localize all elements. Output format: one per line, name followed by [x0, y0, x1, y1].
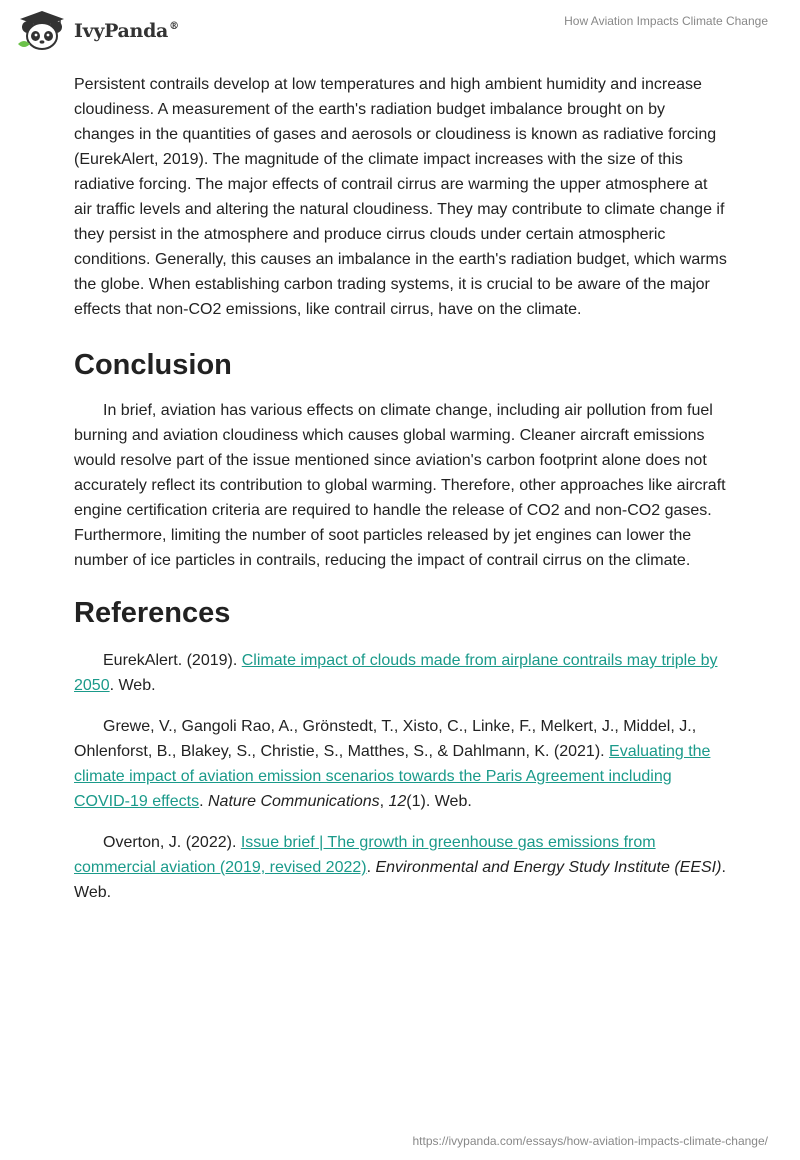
conclusion-paragraph: In brief, aviation has various effects on climate change, including air pollution from fuel burning and aviation cloudiness which causes global warming. Cleaner aircraft emissions would resolve part of the issue mentioned since aviation's carbon footprint alone does not accurately reflect its contribution to global warming. Therefore, other approaches like aircraft engine certification criteria are required to handle the release of CO2 and non-CO2 gases. Furthermore, limiting the number of soot particles released by jet engines can lower the number of ice particles in contrails, reducing the impact of contrail cirrus on the climate.: [74, 402, 726, 569]
conclusion-heading: Conclusion: [74, 349, 232, 381]
panda-graduate-icon: [14, 8, 70, 54]
reference-link[interactable]: Climate impact of clouds made from airplane contrails may triple by 2050: [74, 652, 718, 694]
body-paragraph: Persistent contrails develop at low temperatures and high ambient humidity and increase cloudiness. A measurement of the earth's radiation budget imbalance brought on by changes in the quantities of gases and aerosols or cloudiness is known as radiative forcing (EurekAlert, 2019). The magnitude of the climate impact increases with the size of this radiative forcing. The major effects of contrail cirrus are warming the upper atmosphere at air traffic levels and altering the natural cloudiness. They may contribute to climate change if they persist in the atmosphere and produce cirrus clouds under certain atmospheric conditions. Generally, this causes an imbalance in the earth's radiation budget, which warms the globe. When establishing carbon trading systems, it is crucial to be aware of the major effects that non-CO2 emissions, like contrail cirrus, have on the climate.: [74, 76, 727, 318]
reference-item: Overton, J. (2022). Issue brief | The growth in greenhouse gas emissions from commercial aviation (2019, revised 2022). Environmental and Energy Study Institute (EESI). Web.: [74, 834, 726, 901]
references-heading: References: [74, 597, 231, 629]
ivypanda-logo[interactable]: [14, 8, 179, 54]
page-header: [0, 0, 800, 64]
reference-link[interactable]: Issue brief | The growth in greenhouse gas emissions from commercial aviation (2019, revised 2022): [74, 834, 656, 876]
brand-name: IvyPanda®: [74, 20, 179, 42]
reference-link[interactable]: Evaluating the climate impact of aviation emission scenarios towards the Paris Agreement including COVID-19 effects: [74, 743, 711, 810]
reference-item: Grewe, V., Gangoli Rao, A., Grönstedt, T., Xisto, C., Linke, F., Melkert, J., Middel, J., Ohlenforst, B., Blakey, S., Christie, S., Matthes, S., & Dahlmann, K. (2021). Evaluating the climate impact of aviation emission scenarios towards the Paris Agreement including COVID-19 effects. Nature Communications, 12(1). Web.: [74, 718, 711, 810]
essay-content: [74, 72, 728, 921]
document-title: How Aviation Impacts Climate Change: [564, 14, 768, 28]
reference-item: EurekAlert. (2019). Climate impact of clouds made from airplane contrails may triple by 2050. Web.: [74, 652, 718, 694]
source-url[interactable]: https://ivypanda.com/essays/how-aviation-impacts-climate-change/: [412, 1134, 768, 1148]
